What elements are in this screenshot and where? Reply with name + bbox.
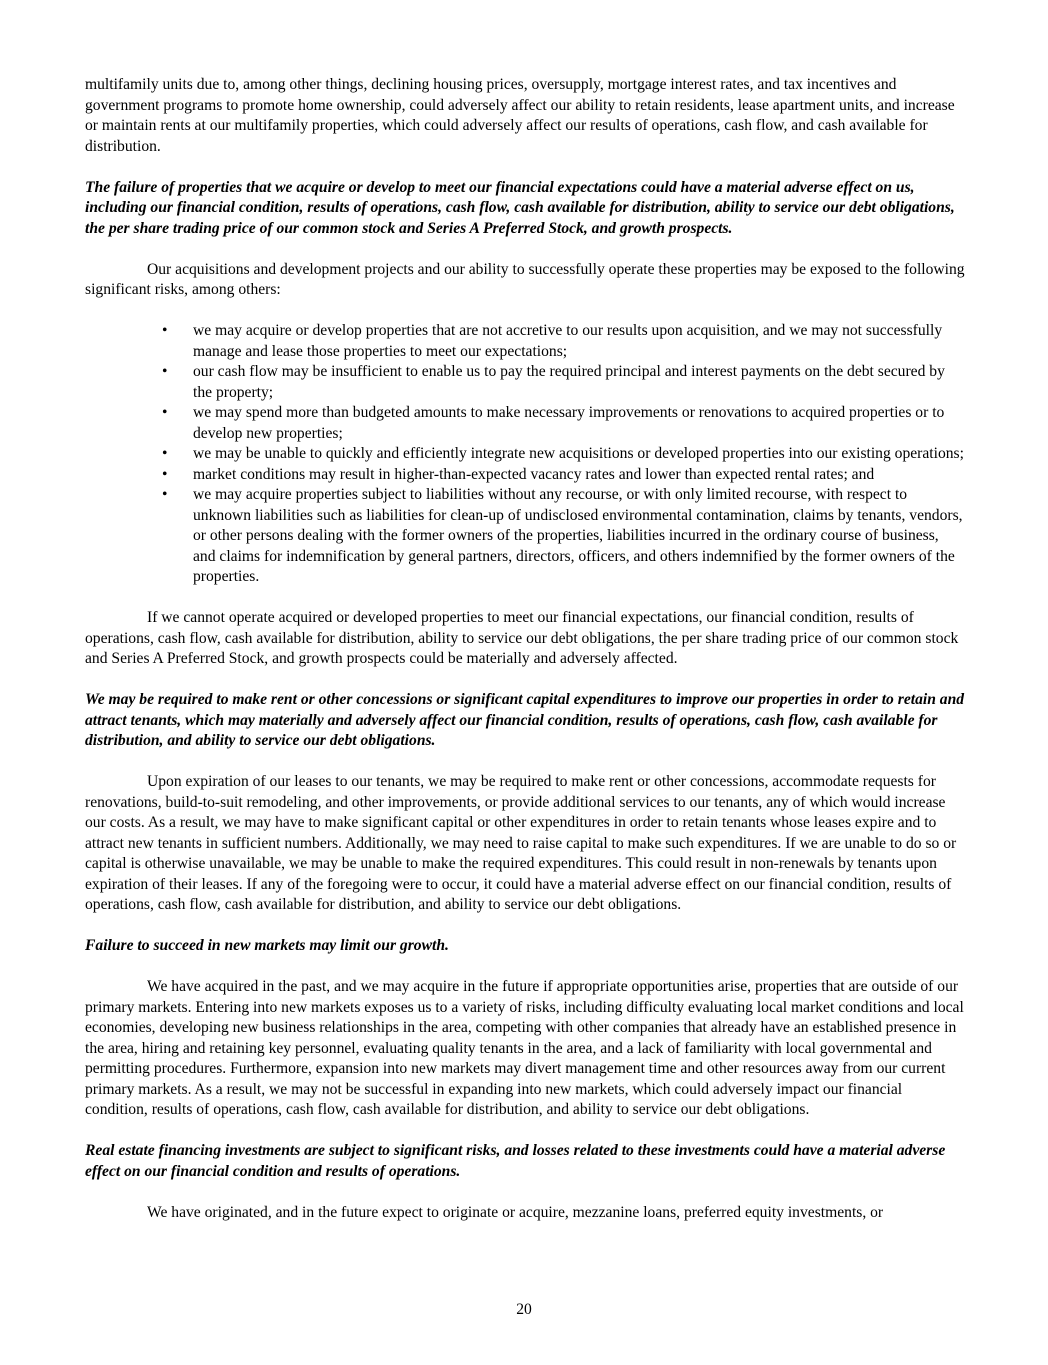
bullet-icon: • [162, 363, 168, 380]
paragraph: multifamily units due to, among other things, declining housing prices, oversupply, mortgage interest rates, and tax incentives and government programs to promote home ownership, could adversely affect our ability to retain residents, lease apartment units, and increase or maintain rents at our multifamily properties, which could adversely affect our results of operations, cash flow, and cash available for distribution. [85, 76, 955, 155]
bullet-icon: • [162, 404, 168, 421]
list-item-text: our cash flow may be insufficient to enable us to pay the required principal and interest payments on the debt secured by the property; [193, 363, 945, 401]
paragraph: We have originated, and in the future expect to originate or acquire, mezzanine loans, preferred equity investments, or [147, 1203, 884, 1221]
list-item [85, 465, 965, 486]
paragraph: We have acquired in the past, and we may acquire in the future if appropriate opportunities arise, properties that are outside of our primary markets. Entering into new markets exposes us to a variety of risks, including difficulty evaluating local market conditions and local economies, developing new business relationships in the area, competing with other companies that already have an established presence in the area, hiring and retaining key personnel, evaluating quality tenants in the area, and a lack of familiarity with local governmental and permitting procedures. Furthermore, expansion into new markets may divert management time and other resources away from our current primary markets. As a result, we may not be successful in expanding into new markets, which could adversely impact our financial condition, results of operations, cash flow, cash available for distribution, and ability to service our debt obligations. [85, 978, 964, 1118]
section-heading: The failure of properties that we acquire or develop to meet our financial expectations could have a material adverse effect on us, including our financial condition, results of operations, cash flow, cash available for distribution, ability to service our debt obligations, the per share trading price of our common stock and Series A Preferred Stock, and growth prospects. [85, 178, 955, 237]
list-item-text: we may be unable to quickly and efficiently integrate new acquisitions or developed properties into our existing operations; [193, 445, 964, 462]
section-heading: We may be required to make rent or other concessions or significant capital expenditures to improve our properties in order to retain and attract tenants, which may materially and adversely affect our financial condition, results of operations, cash flow, cash available for distribution, and ability to service our debt obligations. [85, 691, 965, 749]
bullet-icon: • [162, 486, 168, 503]
list-item [85, 485, 965, 588]
paragraph: If we cannot operate acquired or developed properties to meet our financial expectations, our financial condition, results of operations, cash flow, cash available for distribution, ability to service our debt obligations, the per share trading price of our common stock and Series A Preferred Stock, and growth prospects could be materially and adversely affected. [85, 609, 959, 667]
section-heading: Failure to succeed in new markets may limit our growth. [85, 937, 449, 954]
bullet-icon: • [162, 465, 168, 483]
list-item [85, 321, 965, 362]
bullet-icon: • [162, 445, 168, 462]
paragraph: Upon expiration of our leases to our tenants, we may be required to make rent or other concessions, accommodate requests for renovations, build-to-suit remodeling, and other improvements, or provide additional services to our tenants, any of which would increase our costs. As a result, we may have to make significant capital or other expenditures in order to retain tenants whose leases expire and to attract new tenants in sufficient numbers. Additionally, we may need to raise capital to make such expenditures. If we are unable to do so or capital is otherwise unavailable, we may be unable to make the required expenditures. This could result in non-renewals by tenants upon expiration of their leases. If any of the foregoing were to occur, it could have a material adverse effect on our financial condition, results of operations, cash flow, cash available for distribution, and ability to service our debt obligations. [85, 773, 957, 913]
list-item-text: we may acquire or develop properties that are not accretive to our results upon acquisition, and we may not successfully manage and lease those properties to meet our expectations; [193, 322, 943, 360]
list-item [85, 362, 965, 403]
list-item-text: we may spend more than budgeted amounts to make necessary improvements or renovations to acquired properties or to develop new properties; [193, 404, 945, 442]
list-item-text: market conditions may result in higher-than-expected vacancy rates and lower than expected rental rates; and [193, 465, 875, 483]
section-heading: Real estate financing investments are subject to significant risks, and losses related to these investments could have a material adverse effect on our financial condition and results of operations. [85, 1142, 946, 1180]
list-item [85, 403, 965, 444]
page-number: 20 [516, 1301, 532, 1318]
bullet-icon: • [162, 322, 168, 339]
paragraph: Our acquisitions and development projects and our ability to successfully operate these properties may be exposed to the following significant risks, among others: [85, 260, 965, 298]
risk-list [85, 321, 965, 588]
list-item [85, 444, 965, 465]
list-item-text: we may acquire properties subject to liabilities without any recourse, or with only limited recourse, with respect to unknown liabilities such as liabilities for clean-up of undisclosed environmental contamination, claims by tenants, vendors, or other persons dealing with the former owners of the properties, liabilities incurred in the ordinary course of business, and claims for indemnification by general partners, directors, officers, and others indemnified by the former owners of the properties. [193, 486, 963, 585]
document-body [85, 75, 965, 1244]
